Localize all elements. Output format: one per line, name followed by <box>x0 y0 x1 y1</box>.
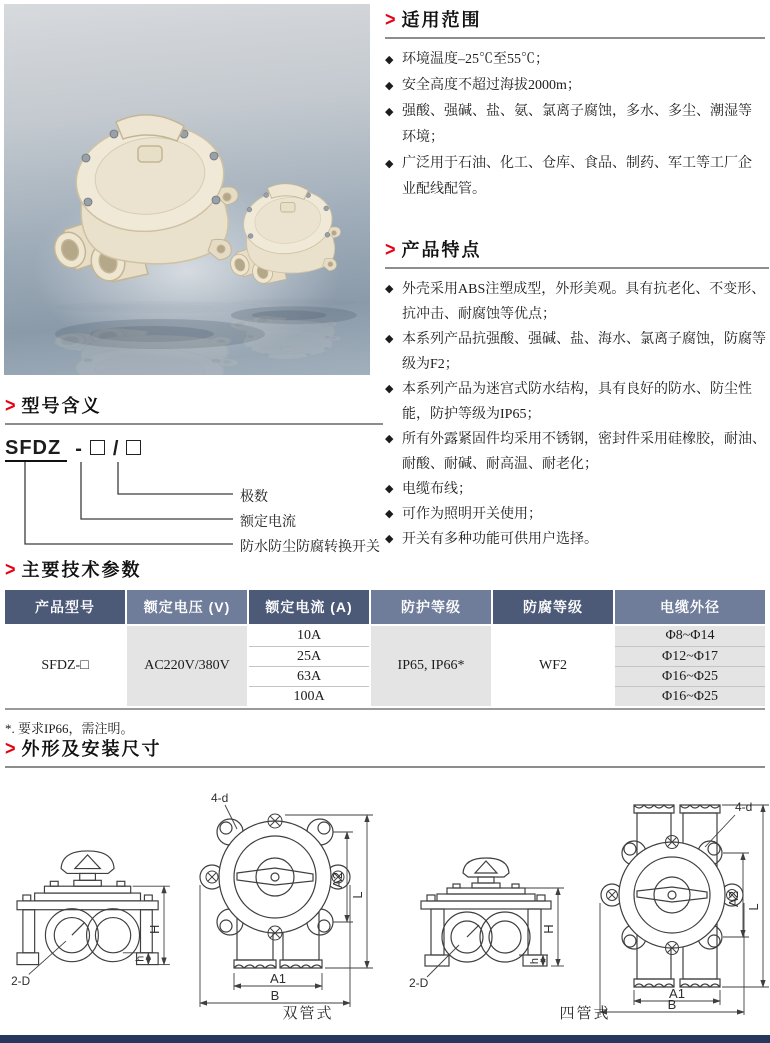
section-divider <box>5 423 383 425</box>
section-scope <box>385 6 765 203</box>
section-model-title: > 型号含义 <box>5 392 102 416</box>
model-code <box>5 437 383 462</box>
diamond-bullet-icon: ◆ <box>385 54 394 66</box>
diamond-bullet-icon: ◆ <box>385 158 394 170</box>
list-item: ◆ 环境温度–25℃至55℃； <box>385 47 765 73</box>
section-divider <box>385 267 769 269</box>
list-item: ◆ 开关有多种功能可供用户选择。 <box>385 527 769 552</box>
model-label-switch: 防水防尘防腐转换开关 <box>240 538 380 554</box>
diamond-bullet-icon: ◆ <box>385 508 394 520</box>
cell-model: SFDZ-□ <box>41 658 89 673</box>
column-header: 额定电压 (V) <box>127 590 247 624</box>
diamond-bullet-icon: ◆ <box>385 283 394 295</box>
model-diagram <box>5 462 383 562</box>
section-model <box>5 392 383 562</box>
dim-label-H: H <box>541 924 556 934</box>
model-code-slash: / <box>112 438 119 460</box>
column-header: 产品型号 <box>5 590 125 624</box>
section-params <box>5 556 765 737</box>
model-label-poles: 极数 <box>240 488 268 504</box>
model-code-dash: - <box>75 438 82 460</box>
caption-double-tube: 双管式 <box>282 1005 334 1022</box>
cell-cable: Φ12~Φ17 <box>615 646 765 666</box>
dim-label-4d: 4-d <box>211 791 229 805</box>
section-dimensions-title: > 外形及安装尺寸 <box>5 735 162 759</box>
column-header: 防腐等级 <box>493 590 613 624</box>
model-code-prefix: SFDZ <box>5 437 67 462</box>
cell-protection: IP65, IP66* <box>371 626 491 706</box>
drawing-four-tube-side <box>401 855 571 990</box>
cell-cable: Φ16~Φ25 <box>615 666 765 686</box>
section-divider <box>5 766 765 768</box>
section-features <box>385 236 769 552</box>
diamond-bullet-icon: ◆ <box>385 433 394 445</box>
section-features-title: > 产品特点 <box>385 236 482 260</box>
dim-label-2d: 2-D <box>409 976 429 990</box>
caption-four-tube: 四管式 <box>559 1005 611 1022</box>
drawing-double-tube-front <box>185 785 385 1013</box>
drawing-four-tube-front <box>587 777 770 1017</box>
model-placeholder-box <box>126 440 141 455</box>
chevron-icon: > <box>385 236 396 260</box>
list-item: ◆ 本系列产品为迷宫式防水结构，具有良好的防水、防尘性能，防护等级为IP65； <box>385 377 769 427</box>
column-header: 额定电流 (A) <box>249 590 369 624</box>
dim-label-2d: 2-D <box>11 975 31 989</box>
column-header: 电缆外径 <box>615 590 765 624</box>
chevron-icon: > <box>5 735 16 759</box>
cell-current: 25A <box>249 646 369 666</box>
list-item: ◆ 广泛用于石油、化工、仓库、食品、制药、军工等工厂企业配线配管。 <box>385 151 765 203</box>
scope-bullet-list <box>385 47 765 203</box>
list-item: ◆ 本系列产品抗强酸、强碱、盐、海水、氯离子腐蚀，防腐等级为F2； <box>385 327 769 377</box>
footer-bar <box>0 1035 770 1043</box>
cell-voltage: AC220V/380V <box>127 626 247 706</box>
drawing-double-tube-side <box>5 847 177 994</box>
list-item: ◆ 外壳采用ABS注塑成型，外形美观。具有抗老化、不变形、抗冲击、耐腐蚀等优点； <box>385 277 769 327</box>
product-photo <box>4 4 370 375</box>
table-footnote: *. 要求IP66，需注明。 <box>5 721 134 736</box>
cell-current: 63A <box>249 666 369 686</box>
diamond-bullet-icon: ◆ <box>385 333 394 345</box>
dim-label-A2: A2 <box>726 891 741 907</box>
chevron-icon: > <box>5 556 16 580</box>
params-table-body <box>5 626 765 710</box>
dim-label-A1: A1 <box>270 971 286 986</box>
params-table-header <box>5 590 765 624</box>
dim-label-B: B <box>270 988 280 1003</box>
dim-label-L: L <box>350 891 365 899</box>
model-label-current: 额定电流 <box>240 513 296 529</box>
chevron-icon: > <box>5 392 16 416</box>
list-item: ◆ 所有外露紧固件均采用不锈钢，密封件采用硅橡胶，耐油、耐酸、耐碱、耐高温、耐老化； <box>385 427 769 477</box>
features-bullet-list <box>385 277 769 552</box>
dim-label-H: H <box>147 924 163 934</box>
dim-label-A2: A2 <box>330 872 345 888</box>
dim-label-h: h <box>134 955 147 962</box>
list-item: ◆ 可作为照明开关使用； <box>385 502 769 527</box>
dim-label-B: B <box>667 997 677 1012</box>
model-placeholder-box <box>90 440 105 455</box>
list-item: ◆ 电缆布线； <box>385 477 769 502</box>
diamond-bullet-icon: ◆ <box>385 533 394 545</box>
cell-current: 100A <box>249 686 369 706</box>
cell-cable: Φ16~Φ25 <box>615 686 765 706</box>
section-divider <box>385 37 765 39</box>
cell-current: 10A <box>296 628 322 643</box>
chevron-icon: > <box>385 6 396 30</box>
diamond-bullet-icon: ◆ <box>385 483 394 495</box>
diamond-bullet-icon: ◆ <box>385 106 394 118</box>
section-scope-title: > 适用范围 <box>385 6 482 30</box>
diamond-bullet-icon: ◆ <box>385 383 394 395</box>
switches-illustration <box>4 4 370 375</box>
cell-anticorrosion: WF2 <box>539 658 567 673</box>
dim-label-L: L <box>746 903 761 911</box>
list-item: ◆ 强酸、强碱、盐、氨、氯离子腐蚀，多水、多尘、潮湿等环境； <box>385 99 765 151</box>
diamond-bullet-icon: ◆ <box>385 80 394 92</box>
column-header: 防护等级 <box>371 590 491 624</box>
section-dimensions <box>5 735 765 1035</box>
list-item: ◆ 安全高度不超过海拔2000m； <box>385 73 765 99</box>
cell-cable: Φ8~Φ14 <box>615 626 765 646</box>
dim-label-h: h <box>529 957 541 965</box>
section-params-title: > 主要技术参数 <box>5 556 142 580</box>
dim-label-A1: A1 <box>669 986 685 1001</box>
dim-label-4d: 4-d <box>735 800 753 814</box>
